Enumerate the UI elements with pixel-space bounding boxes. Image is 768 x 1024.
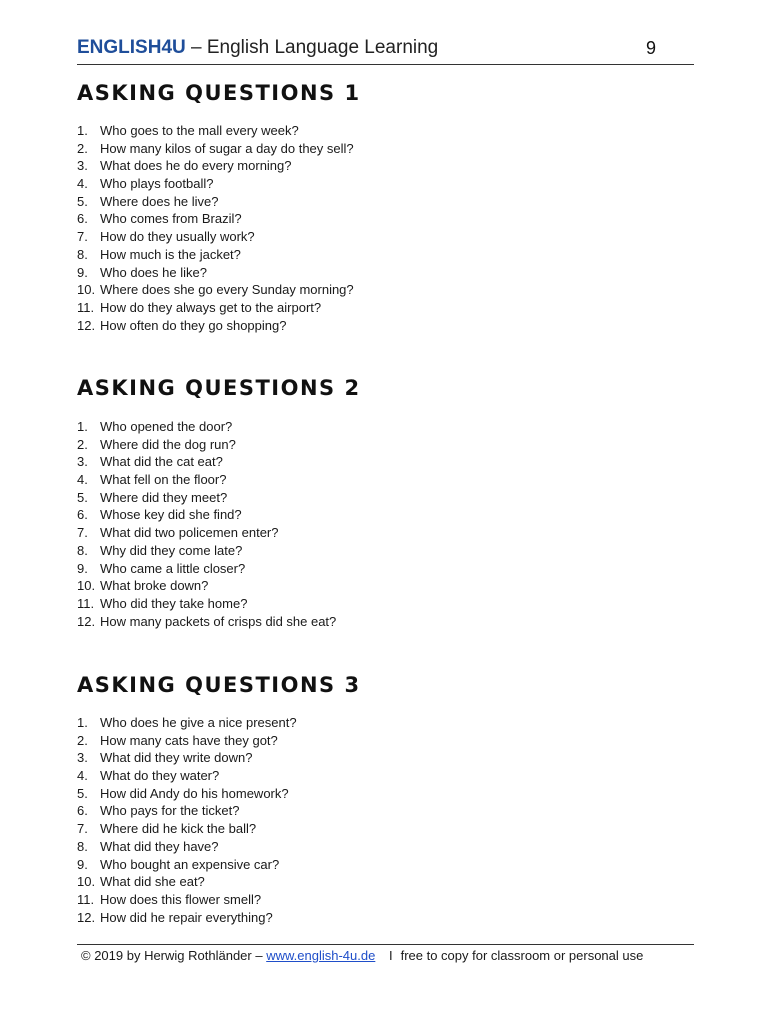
question-number: 12. xyxy=(77,317,96,333)
question-item xyxy=(77,785,297,803)
question-number: 2. xyxy=(77,140,88,156)
question-text: What did they write down? xyxy=(100,750,253,766)
question-text: Who opened the door? xyxy=(100,419,233,434)
question-number: 10. xyxy=(77,578,96,594)
question-number: 4. xyxy=(77,176,88,192)
question-item xyxy=(77,802,297,820)
question-number: 9. xyxy=(77,560,88,576)
question-item xyxy=(77,317,354,335)
footer-line xyxy=(77,947,694,965)
question-number: 7. xyxy=(77,525,88,541)
section-title: ASKING QUESTIONS 1 xyxy=(77,81,361,105)
question-text: How does this flower smell? xyxy=(100,891,262,907)
question-item xyxy=(77,909,297,927)
question-number: 7. xyxy=(77,229,88,245)
question-number: 10. xyxy=(77,874,96,890)
question-item xyxy=(77,122,354,140)
section-asking-questions-1 xyxy=(77,80,694,333)
question-text: Where did they meet? xyxy=(100,489,228,505)
question-item xyxy=(77,281,354,299)
question-text: What did two policemen enter? xyxy=(100,525,279,541)
question-text: How did he repair everything? xyxy=(100,909,273,925)
question-item xyxy=(77,767,297,785)
question-number: 4. xyxy=(77,472,88,488)
question-number: 11. xyxy=(77,595,95,611)
question-item xyxy=(77,524,336,542)
question-text: How do they always get to the airport? xyxy=(100,299,322,315)
question-text: Who goes to the mall every week? xyxy=(100,123,299,138)
question-text: Where does he live? xyxy=(100,193,219,209)
question-item xyxy=(77,595,336,613)
question-text: What does he do every morning? xyxy=(100,158,292,174)
header-brand xyxy=(77,36,438,60)
question-number: 2. xyxy=(77,732,88,748)
question-item xyxy=(77,246,354,264)
question-number: 12. xyxy=(77,613,96,629)
question-number: 3. xyxy=(77,750,88,766)
question-item xyxy=(77,489,336,507)
question-text: Who came a little closer? xyxy=(100,560,246,576)
footer-separator: I xyxy=(388,948,393,963)
question-number: 1. xyxy=(77,715,88,730)
question-text: Who plays football? xyxy=(100,176,214,192)
question-number: 5. xyxy=(77,785,88,801)
question-number: 8. xyxy=(77,838,88,854)
question-number: 3. xyxy=(77,158,88,174)
question-text: Where did the dog run? xyxy=(100,436,236,452)
question-number: 4. xyxy=(77,768,88,784)
question-item xyxy=(77,714,297,732)
question-number: 7. xyxy=(77,821,88,837)
question-item xyxy=(77,453,336,471)
question-list xyxy=(77,122,354,334)
question-item xyxy=(77,838,297,856)
question-text: How do they usually work? xyxy=(100,229,255,245)
page-footer xyxy=(77,944,694,965)
question-number: 6. xyxy=(77,803,88,819)
question-text: How often do they go shopping? xyxy=(100,317,287,333)
question-list xyxy=(77,418,336,630)
question-number: 11. xyxy=(77,891,95,907)
brand-name: ENGLISH4U xyxy=(77,37,186,58)
question-number: 9. xyxy=(77,264,88,280)
question-text: How many packets of crisps did she eat? xyxy=(100,613,337,629)
question-number: 3. xyxy=(77,454,88,470)
question-item xyxy=(77,471,336,489)
question-text: What did she eat? xyxy=(100,874,205,890)
question-text: Where does she go every Sunday morning? xyxy=(100,282,354,298)
website-link[interactable]: www.english-4u.de xyxy=(266,948,376,963)
question-item xyxy=(77,436,336,454)
question-number: 9. xyxy=(77,856,88,872)
page-header xyxy=(77,36,694,65)
page-number: 9 xyxy=(645,38,656,58)
question-item xyxy=(77,228,354,246)
question-text: What did the cat eat? xyxy=(100,454,223,470)
question-text: Who pays for the ticket? xyxy=(100,803,240,819)
question-number: 1. xyxy=(77,419,88,434)
question-text: Why did they come late? xyxy=(100,542,243,558)
question-number: 6. xyxy=(77,507,88,523)
question-item xyxy=(77,820,297,838)
question-text: What broke down? xyxy=(100,578,209,594)
question-text: How many kilos of sugar a day do they sell? xyxy=(100,140,354,156)
question-item xyxy=(77,157,354,175)
question-number: 5. xyxy=(77,193,88,209)
question-text: What fell on the floor? xyxy=(100,472,227,488)
brand-subtitle: – English Language Learning xyxy=(191,37,439,58)
section-title: ASKING QUESTIONS 2 xyxy=(77,376,361,400)
question-number: 11. xyxy=(77,299,95,315)
question-text: Whose key did she find? xyxy=(100,507,242,523)
question-text: Who did they take home? xyxy=(100,595,248,611)
question-item xyxy=(77,577,336,595)
question-text: What do they water? xyxy=(100,768,220,784)
question-text: How did Andy do his homework? xyxy=(100,785,289,801)
question-list xyxy=(77,714,297,926)
question-item xyxy=(77,749,297,767)
question-text: What did they have? xyxy=(100,838,219,854)
question-item xyxy=(77,175,354,193)
question-text: Who does he like? xyxy=(100,264,207,280)
question-item xyxy=(77,732,297,750)
document-page xyxy=(77,0,694,1024)
section-asking-questions-2 xyxy=(77,375,694,629)
question-number: 1. xyxy=(77,123,88,138)
question-item xyxy=(77,264,354,282)
question-text: How many cats have they got? xyxy=(100,732,278,748)
question-text: Who comes from Brazil? xyxy=(100,211,242,227)
footer-copyright: © 2019 by Herwig Rothländer – xyxy=(81,948,263,963)
question-item xyxy=(77,210,354,228)
footer-note: free to copy for classroom or personal use xyxy=(400,948,644,963)
question-text: Who bought an expensive car? xyxy=(100,856,280,872)
question-item xyxy=(77,140,354,158)
question-number: 6. xyxy=(77,211,88,227)
question-text: Where did he kick the ball? xyxy=(100,821,257,837)
question-number: 2. xyxy=(77,436,88,452)
question-item xyxy=(77,506,336,524)
question-number: 5. xyxy=(77,489,88,505)
question-item xyxy=(77,873,297,891)
question-text: How much is the jacket? xyxy=(100,246,241,262)
question-item xyxy=(77,193,354,211)
question-number: 12. xyxy=(77,909,96,925)
question-item xyxy=(77,560,336,578)
question-number: 8. xyxy=(77,542,88,558)
question-text: Who does he give a nice present? xyxy=(100,715,297,730)
question-item xyxy=(77,542,336,560)
question-item xyxy=(77,891,297,909)
question-item xyxy=(77,418,336,436)
section-asking-questions-3 xyxy=(77,672,694,925)
question-item xyxy=(77,856,297,874)
question-number: 10. xyxy=(77,282,96,298)
question-number: 8. xyxy=(77,246,88,262)
question-item xyxy=(77,613,336,631)
question-item xyxy=(77,299,354,317)
section-title: ASKING QUESTIONS 3 xyxy=(77,673,361,697)
